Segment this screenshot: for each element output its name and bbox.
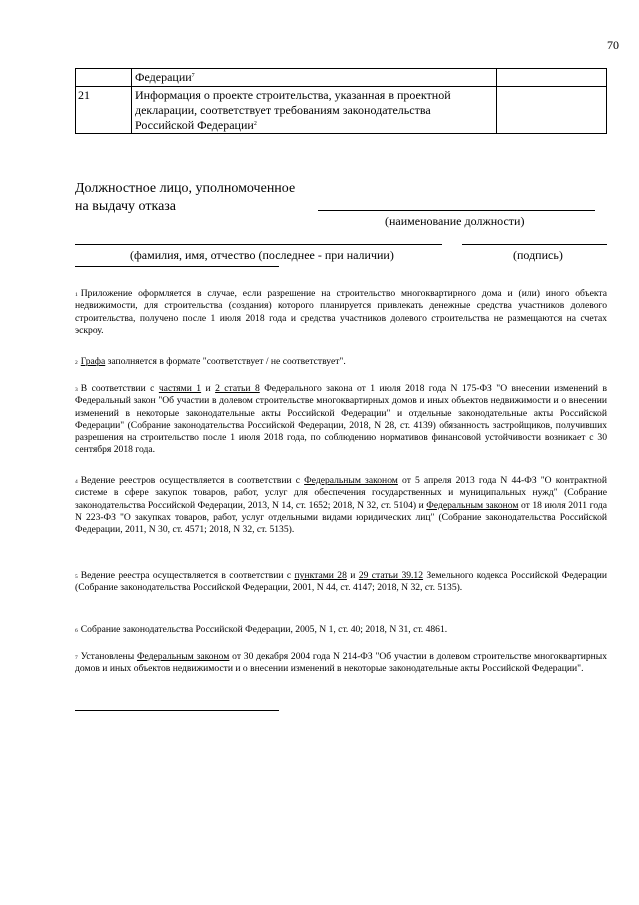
- name-caption: (фамилия, имя, отчество (последнее - при наличии): [130, 248, 394, 262]
- footnote-3: $^3$ В соответствии с частями 1 и 2 статьи 8 Федерального закона от 1 июля 2018 года N 175-ФЗ "О внесении изменений в Федеральный закон "Об участии в долевом строительстве многоквартирных домов и иных объектов недвижимости и о внесении изменений в некоторые законодательные акты Российской Федерации" и отдельные законодательные акты Российской Федерации" (Собрание законодательства Российской Федерации, 2018, N 28, ст. 4139) обязанность застройщиков, получивших разрешения на строительство после 1 июля 2018 года, по соблюдению нормативов финансовой устойчивости возникает с 30 сентября 2018 года.: [75, 383, 607, 456]
- name-signature-line: [75, 244, 442, 245]
- table-row-description: Информация о проекте строительства, указанная в проектной декларации, соответствует требованиям законодательства Российской Федерации$^2$: [135, 88, 451, 132]
- footnote-link[interactable]: 29 статьи 39.12: [358, 570, 424, 581]
- footnote-link[interactable]: 2 статьи 8: [215, 383, 260, 394]
- position-signature-line: [318, 210, 595, 211]
- footnote-1: $^1$ Приложение оформляется в случае, если разрешение на строительство многоквартирного дома и (или) иного объекта недвижимости, для строительства (создания) которого планируется привлекать денежные средства участников долевого строительства, получено после 1 июля 2018 года и средства участников долевого строительства не размещаются на счетах эскроу.: [75, 288, 607, 336]
- footnote-7: $^7$ Установлены Федеральным законом от 30 декабря 2004 года N 214-ФЗ "Об участии в долевом строительстве многоквартирных домов и иных объектов недвижимости и о внесении изменений в некоторые законодательные акты Российской Федерации".: [75, 651, 608, 675]
- position-caption: (наименование должности): [385, 214, 525, 228]
- signature-line: [462, 244, 607, 245]
- footnote-2: $^2$ Графа заполняется в формате "соответствует / не соответствует".: [75, 356, 346, 367]
- footnote-link[interactable]: частями 1: [158, 383, 202, 394]
- footnote-end-separator: [75, 710, 279, 711]
- table-row-divider: [76, 86, 606, 87]
- footnote-5: $^5$ Ведение реестра осуществляется в соответствии с пунктами 28 и 29 статьи 39.12 Земельного кодекса Российской Федерации (Собрание законодательства Российской Федерации, 2001, N 44, ст. 4147; 2018, N 32, ст. 5135).: [75, 570, 608, 594]
- table-cell-continuation: Федерации$^7$: [135, 70, 195, 84]
- table-column-divider: [131, 69, 132, 133]
- page-number: 70: [607, 38, 619, 52]
- official-title: Должностное лицо, уполномоченное на выдачу отказа: [75, 181, 296, 214]
- signature-caption: (подпись): [513, 248, 563, 262]
- requirements-table: [75, 68, 607, 134]
- footnote-link[interactable]: Федеральным законом: [136, 651, 230, 662]
- footnote-separator: [75, 266, 279, 267]
- table-row-number: 21: [78, 88, 90, 102]
- footnote-6: $^6$ Собрание законодательства Российской Федерации, 2005, N 1, ст. 40; 2018, N 31, ст. 4861.: [75, 624, 448, 635]
- footnote-link[interactable]: Федеральным законом: [304, 475, 398, 486]
- footnote-link[interactable]: пунктами 28: [294, 570, 347, 581]
- footnote-4: $^4$ Ведение реестров осуществляется в соответствии с Федеральным законом от 5 апреля 2013 года N 44-ФЗ "О контрактной системе в сфере закупок товаров, работ, услуг для обеспечения государственных и муниципальных нужд" (Собрание законодательства Российской Федерации, 2013, N 14, ст. 1652; 2018, N 32, ст. 5104) и Федеральным законом от 18 июля 2011 года N 223-ФЗ "О закупках товаров, работ, услуг отдельными видами юридических лиц" (Собрание законодательства Российской Федерации, 2011, N 30, ст. 4571; 2018, N 32, ст. 5135).: [75, 475, 607, 536]
- table-column-divider: [496, 69, 497, 133]
- footnote-link[interactable]: Федеральным законом: [426, 499, 519, 511]
- footnote-link[interactable]: Графа: [80, 356, 106, 367]
